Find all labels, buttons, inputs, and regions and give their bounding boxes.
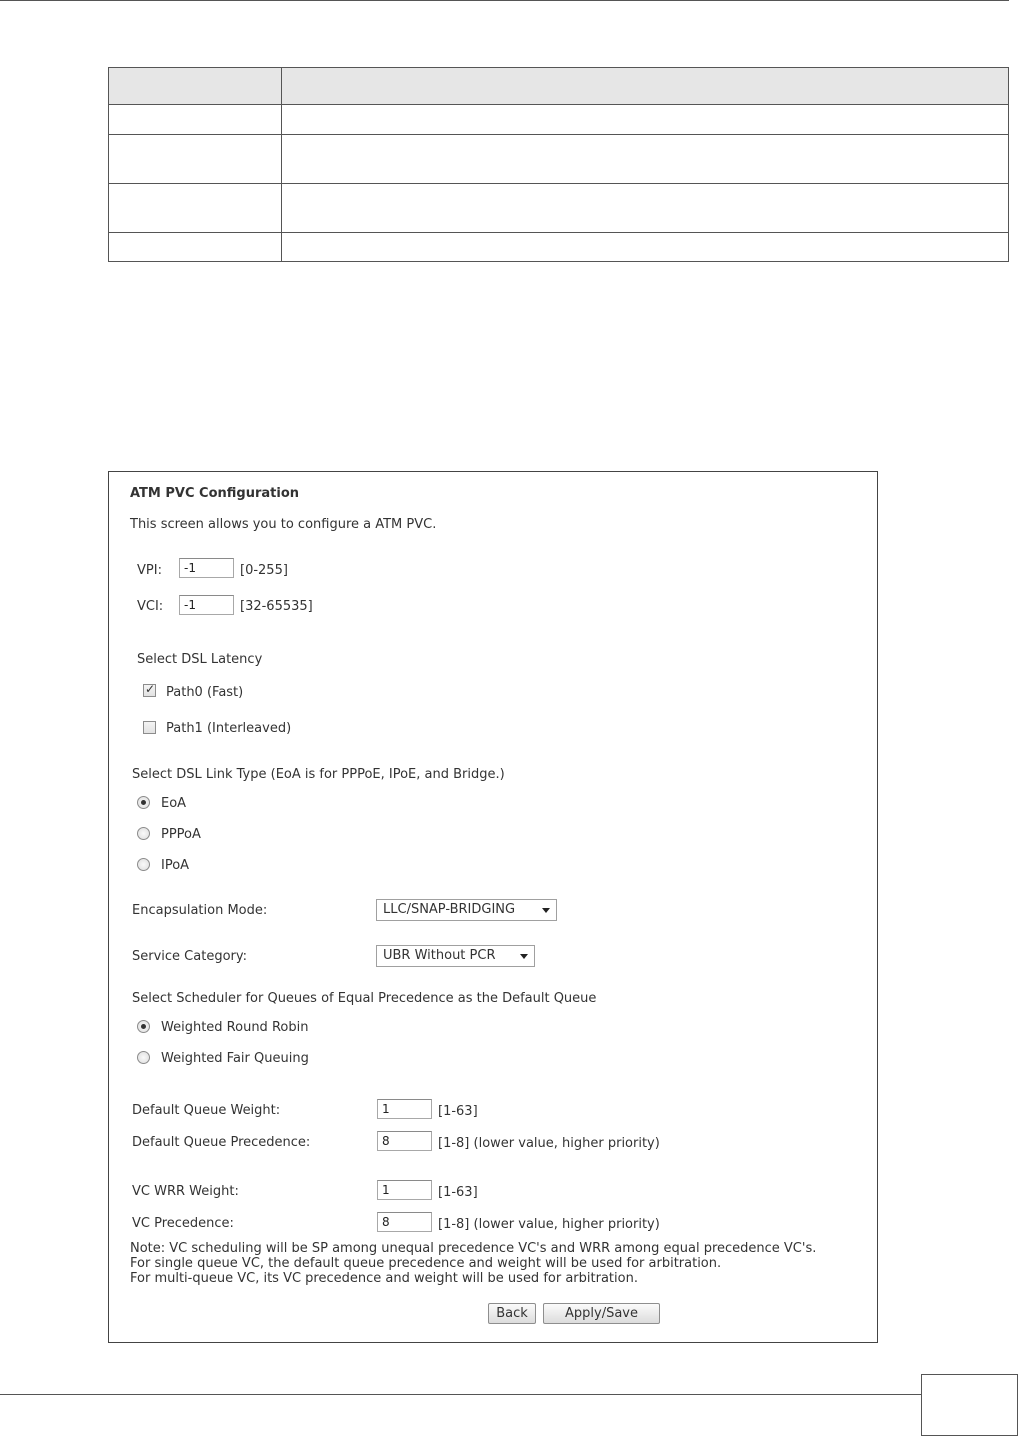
pppoa-radio[interactable] xyxy=(137,827,150,840)
default-queue-precedence-range: [1-8] (lower value, higher priority) xyxy=(438,1136,660,1151)
default-queue-precedence-label: Default Queue Precedence: xyxy=(132,1135,311,1150)
vc-precedence-input[interactable] xyxy=(377,1212,432,1232)
latency-heading: Select DSL Latency xyxy=(137,652,263,667)
pppoa-label: PPPoA xyxy=(161,827,201,842)
scheduler-heading: Select Scheduler for Queues of Equal Precedence as the Default Queue xyxy=(132,991,597,1006)
table-column-divider xyxy=(281,68,282,261)
path1-label: Path1 (Interleaved) xyxy=(166,721,292,736)
default-queue-weight-range: [1-63] xyxy=(438,1104,478,1119)
panel-title: ATM PVC Configuration xyxy=(130,486,299,501)
atm-pvc-panel xyxy=(108,471,878,1343)
ipoa-label: IPoA xyxy=(161,858,190,873)
panel-description: This screen allows you to configure a ATM PVC. xyxy=(130,517,437,532)
vpi-range: [0-255] xyxy=(240,563,288,578)
vci-input[interactable] xyxy=(179,595,234,615)
vc-wrr-weight-label: VC WRR Weight: xyxy=(132,1184,239,1199)
vpi-label: VPI: xyxy=(137,563,162,578)
note-line: Note: VC scheduling will be SP among unequal precedence VC's and WRR among equal precedence VC's. xyxy=(130,1241,817,1256)
path0-label: Path0 (Fast) xyxy=(166,685,244,700)
encapsulation-label: Encapsulation Mode: xyxy=(132,903,268,918)
service-category-label: Service Category: xyxy=(132,949,247,964)
eoa-radio[interactable] xyxy=(137,796,150,809)
table-row xyxy=(109,104,1008,134)
note-line: For multi-queue VC, its VC precedence and weight will be used for arbitration. xyxy=(130,1271,638,1286)
encapsulation-select[interactable] xyxy=(376,899,557,921)
wfq-label: Weighted Fair Queuing xyxy=(161,1051,309,1066)
link-type-heading: Select DSL Link Type (EoA is for PPPoE, IPoE, and Bridge.) xyxy=(132,767,505,782)
default-queue-precedence-input[interactable] xyxy=(377,1131,432,1151)
dropdown-arrow-icon xyxy=(542,908,550,913)
table-row xyxy=(109,134,1008,183)
note-line: For single queue VC, the default queue precedence and weight will be used for arbitration. xyxy=(130,1256,722,1271)
vc-wrr-weight-range: [1-63] xyxy=(438,1185,478,1200)
page-number-box xyxy=(921,1374,1018,1436)
vc-precedence-range: [1-8] (lower value, higher priority) xyxy=(438,1217,660,1232)
path0-checkbox[interactable] xyxy=(143,684,156,697)
path1-checkbox[interactable] xyxy=(143,721,156,734)
wrr-label: Weighted Round Robin xyxy=(161,1020,309,1035)
vc-wrr-weight-input[interactable] xyxy=(377,1180,432,1200)
vci-label: VCI: xyxy=(137,599,164,614)
dropdown-arrow-icon xyxy=(520,954,528,959)
wrr-radio[interactable] xyxy=(137,1020,150,1033)
encapsulation-value: LLC/SNAP-BRIDGING xyxy=(383,902,516,917)
default-queue-weight-input[interactable] xyxy=(377,1099,432,1119)
apply-save-button[interactable]: Apply/Save xyxy=(543,1303,660,1324)
checkmark-icon: ✓ xyxy=(145,682,156,696)
default-queue-weight-label: Default Queue Weight: xyxy=(132,1103,281,1118)
table-header xyxy=(109,68,1008,104)
back-button[interactable]: Back xyxy=(488,1303,536,1324)
vci-range: [32-65535] xyxy=(240,599,313,614)
service-category-value: UBR Without PCR xyxy=(383,948,496,963)
eoa-label: EoA xyxy=(161,796,187,811)
table-row xyxy=(109,183,1008,232)
wfq-radio[interactable] xyxy=(137,1051,150,1064)
table-row xyxy=(109,232,1008,261)
header-rule xyxy=(0,0,1009,1)
footer-rule xyxy=(0,1394,921,1395)
vpi-input[interactable] xyxy=(179,558,234,578)
reference-table xyxy=(108,67,1009,262)
ipoa-radio[interactable] xyxy=(137,858,150,871)
vc-precedence-label: VC Precedence: xyxy=(132,1216,234,1231)
service-category-select[interactable] xyxy=(376,945,535,967)
